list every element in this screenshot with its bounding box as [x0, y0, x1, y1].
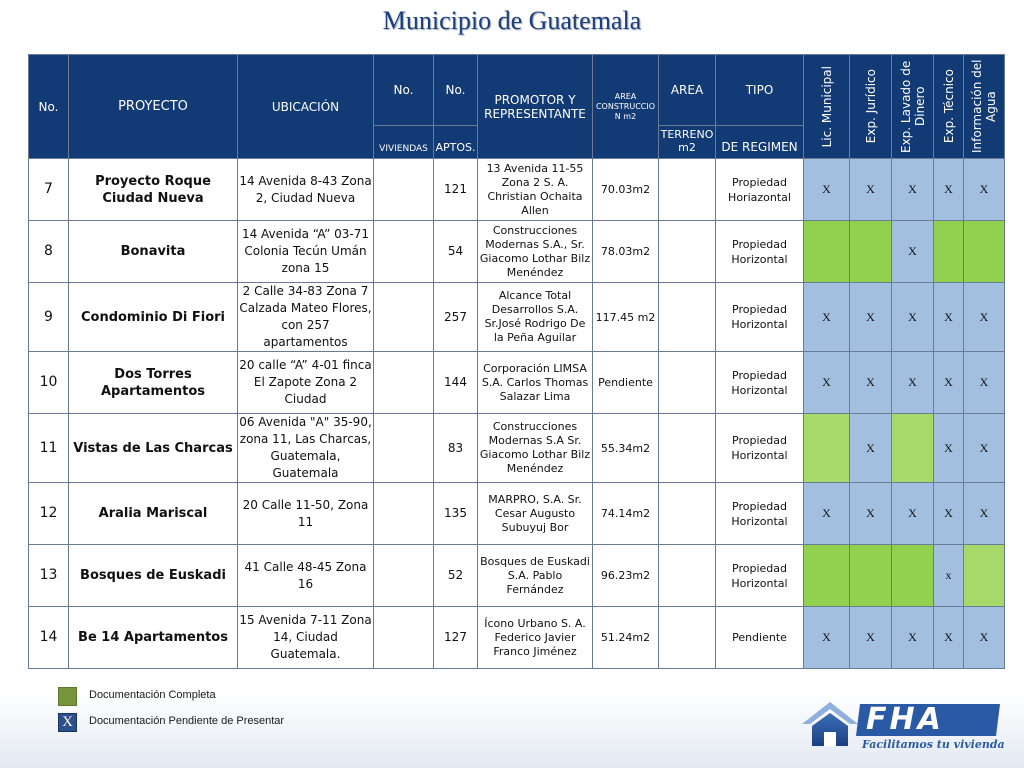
cell-proyecto: Condominio Di Fiori	[69, 283, 238, 352]
cell-promotor: Alcance Total Desarrollos S.A. Sr.José Rodrigo De la Peña Aguilar	[478, 283, 593, 352]
header-aptos-no: No.	[434, 55, 478, 126]
table-row	[29, 414, 1005, 483]
logo-slogan: Facilitamos tu vivienda	[862, 738, 1005, 751]
cell-no: 14	[29, 607, 69, 669]
cell-area-construccion: 78.03m2	[593, 221, 659, 283]
cell-area-construccion: 96.23m2	[593, 545, 659, 607]
cell-exp-tecnico: X	[934, 283, 964, 352]
cell-informacion-agua: X	[964, 607, 1005, 669]
cell-exp-lavado: X	[892, 483, 934, 545]
header-lic-municipal: Lic. Municipal	[819, 65, 834, 148]
header-informacion-agua: Información del Agua	[970, 59, 998, 154]
cell-area-construccion: 55.34m2	[593, 414, 659, 483]
cell-tipo: Propiedad Horizontal	[716, 483, 804, 545]
cell-promotor: 13 Avenida 11-55 Zona 2 S. A. Christian Ochaita Allen	[478, 159, 593, 221]
cell-informacion-agua: X	[964, 159, 1005, 221]
cell-exp-lavado: X	[892, 159, 934, 221]
cell-ubicacion: 15 Avenida 7-11 Zona 14, Ciudad Guatemala.	[238, 607, 374, 669]
cell-viviendas	[374, 607, 434, 669]
table-row	[29, 545, 1005, 607]
cell-ubicacion: 14 Avenida “A” 03-71 Colonia Tecún Umán zona 15	[238, 221, 374, 283]
cell-exp-juridico: X	[850, 283, 892, 352]
cell-area-terreno	[659, 483, 716, 545]
cell-exp-juridico: X	[850, 352, 892, 414]
cell-area-terreno	[659, 352, 716, 414]
cell-exp-juridico: X	[850, 607, 892, 669]
cell-exp-lavado: X	[892, 607, 934, 669]
cell-no: 11	[29, 414, 69, 483]
cell-proyecto: Bosques de Euskadi	[69, 545, 238, 607]
cell-aptos: 83	[434, 414, 478, 483]
table-row	[29, 159, 1005, 221]
table-row	[29, 352, 1005, 414]
cell-lic-municipal	[804, 221, 850, 283]
table-row	[29, 221, 1005, 283]
cell-area-construccion: 51.24m2	[593, 607, 659, 669]
header-viviendas-no: No.	[374, 55, 434, 126]
legend-complete-swatch	[58, 687, 77, 706]
logo-name: FHA	[866, 702, 944, 737]
cell-ubicacion: 14 Avenida 8-43 Zona 2, Ciudad Nueva	[238, 159, 374, 221]
cell-exp-tecnico: x	[934, 545, 964, 607]
cell-tipo: Propiedad Horizontal	[716, 414, 804, 483]
cell-viviendas	[374, 159, 434, 221]
cell-exp-juridico: X	[850, 483, 892, 545]
cell-lic-municipal	[804, 545, 850, 607]
cell-proyecto: Dos Torres Apartamentos	[69, 352, 238, 414]
cell-exp-tecnico: X	[934, 414, 964, 483]
cell-proyecto: Aralia Mariscal	[69, 483, 238, 545]
table-row	[29, 607, 1005, 669]
cell-ubicacion: 41 Calle 48-45 Zona 16	[238, 545, 374, 607]
cell-aptos: 121	[434, 159, 478, 221]
legend-pending-swatch: X	[58, 713, 77, 732]
cell-aptos: 54	[434, 221, 478, 283]
cell-informacion-agua: X	[964, 414, 1005, 483]
cell-no: 12	[29, 483, 69, 545]
cell-informacion-agua	[964, 545, 1005, 607]
header-area-terreno: TERRENO m2	[659, 126, 716, 159]
cell-aptos: 127	[434, 607, 478, 669]
table-header-row-top	[29, 55, 1005, 126]
page-title: Municipio de Guatemala	[382, 6, 642, 35]
cell-lic-municipal: X	[804, 483, 850, 545]
cell-ubicacion: 20 Calle 11-50, Zona 11	[238, 483, 374, 545]
cell-tipo: Pendiente	[716, 607, 804, 669]
cell-area-terreno	[659, 545, 716, 607]
header-viviendas-sub: VIVIENDAS	[374, 126, 434, 159]
cell-exp-lavado: X	[892, 221, 934, 283]
cell-exp-lavado: X	[892, 283, 934, 352]
cell-tipo: Propiedad Horizontal	[716, 352, 804, 414]
header-area: AREA	[659, 55, 716, 126]
cell-ubicacion: 2 Calle 34-83 Zona 7 Calzada Mateo Flores, con 257 apartamentos	[238, 283, 374, 352]
cell-promotor: Construcciones Modernas S.A Sr. Giacomo Lothar Bilz Menéndez	[478, 414, 593, 483]
cell-promotor: Construcciones Modernas S.A., Sr. Giacomo Lothar Bilz Menéndez	[478, 221, 593, 283]
cell-exp-juridico	[850, 545, 892, 607]
cell-exp-juridico: X	[850, 159, 892, 221]
cell-viviendas	[374, 483, 434, 545]
cell-aptos: 144	[434, 352, 478, 414]
cell-area-construccion: 117.45 m2	[593, 283, 659, 352]
cell-aptos: 135	[434, 483, 478, 545]
cell-proyecto: Be 14 Apartamentos	[69, 607, 238, 669]
cell-lic-municipal: X	[804, 607, 850, 669]
cell-exp-lavado	[892, 414, 934, 483]
cell-exp-lavado	[892, 545, 934, 607]
cell-no: 13	[29, 545, 69, 607]
header-tipo-regimen: DE REGIMEN	[716, 126, 804, 159]
cell-tipo: Propiedad Horizontal	[716, 283, 804, 352]
header-promotor: PROMOTOR Y REPRESENTANTE	[478, 55, 593, 159]
cell-area-construccion: 70.03m2	[593, 159, 659, 221]
table-row	[29, 483, 1005, 545]
header-proyecto: PROYECTO	[69, 55, 238, 159]
cell-promotor: MARPRO, S.A. Sr. Cesar Augusto Subuyuj Bor	[478, 483, 593, 545]
table-row	[29, 283, 1005, 352]
cell-viviendas	[374, 283, 434, 352]
cell-lic-municipal: X	[804, 283, 850, 352]
cell-promotor: Ícono Urbano S. A. Federico Javier Franco Jiménez	[478, 607, 593, 669]
cell-proyecto: Proyecto Roque Ciudad Nueva	[69, 159, 238, 221]
cell-area-construccion: Pendiente	[593, 352, 659, 414]
cell-no: 9	[29, 283, 69, 352]
cell-proyecto: Vistas de Las Charcas	[69, 414, 238, 483]
cell-exp-juridico	[850, 221, 892, 283]
cell-tipo: Propiedad Horizontal	[716, 545, 804, 607]
cell-exp-tecnico: X	[934, 607, 964, 669]
cell-no: 7	[29, 159, 69, 221]
cell-area-terreno	[659, 221, 716, 283]
projects-table	[28, 54, 1005, 669]
cell-aptos: 52	[434, 545, 478, 607]
cell-aptos: 257	[434, 283, 478, 352]
header-no: No.	[29, 55, 69, 159]
cell-ubicacion: 06 Avenida "A" 35-90, zona 11, Las Charcas, Guatemala, Guatemala	[238, 414, 374, 483]
header-tipo: TIPO	[716, 55, 804, 126]
header-aptos-sub: APTOS.	[434, 126, 478, 159]
cell-lic-municipal	[804, 414, 850, 483]
fha-logo	[800, 698, 1006, 754]
cell-proyecto: Bonavita	[69, 221, 238, 283]
header-ubicacion: UBICACIÓN	[238, 55, 374, 159]
cell-no: 8	[29, 221, 69, 283]
cell-area-terreno	[659, 607, 716, 669]
cell-tipo: Propiedad Horiazontal	[716, 159, 804, 221]
cell-lic-municipal: X	[804, 159, 850, 221]
cell-area-construccion: 74.14m2	[593, 483, 659, 545]
cell-exp-lavado: X	[892, 352, 934, 414]
cell-viviendas	[374, 352, 434, 414]
cell-tipo: Propiedad Horizontal	[716, 221, 804, 283]
cell-area-terreno	[659, 159, 716, 221]
cell-promotor: Bosques de Euskadi S.A. Pablo Fernández	[478, 545, 593, 607]
cell-lic-municipal: X	[804, 352, 850, 414]
cell-informacion-agua: X	[964, 283, 1005, 352]
cell-viviendas	[374, 545, 434, 607]
cell-no: 10	[29, 352, 69, 414]
header-area-construccion: AREA CONSTRUCCIO N m2	[593, 55, 659, 159]
cell-informacion-agua	[964, 221, 1005, 283]
cell-exp-juridico: X	[850, 414, 892, 483]
cell-area-terreno	[659, 414, 716, 483]
header-exp-tecnico: Exp. Técnico	[941, 69, 956, 144]
cell-viviendas	[374, 221, 434, 283]
cell-area-terreno	[659, 283, 716, 352]
header-exp-juridico: Exp. Jurídico	[863, 69, 878, 144]
header-exp-lavado: Exp. Lavado de Dinero	[898, 60, 927, 153]
legend-complete-label: Documentación Completa	[89, 689, 216, 701]
cell-ubicacion: 20 calle “A” 4-01 finca El Zapote Zona 2 Ciudad	[238, 352, 374, 414]
cell-informacion-agua: X	[964, 352, 1005, 414]
cell-exp-tecnico: X	[934, 483, 964, 545]
cell-exp-tecnico: X	[934, 352, 964, 414]
cell-promotor: Corporación LIMSA S.A. Carlos Thomas Salazar Lima	[478, 352, 593, 414]
cell-exp-tecnico: X	[934, 159, 964, 221]
cell-viviendas	[374, 414, 434, 483]
cell-informacion-agua: X	[964, 483, 1005, 545]
cell-exp-tecnico	[934, 221, 964, 283]
legend-pending-label: Documentación Pendiente de Presentar	[89, 715, 285, 727]
